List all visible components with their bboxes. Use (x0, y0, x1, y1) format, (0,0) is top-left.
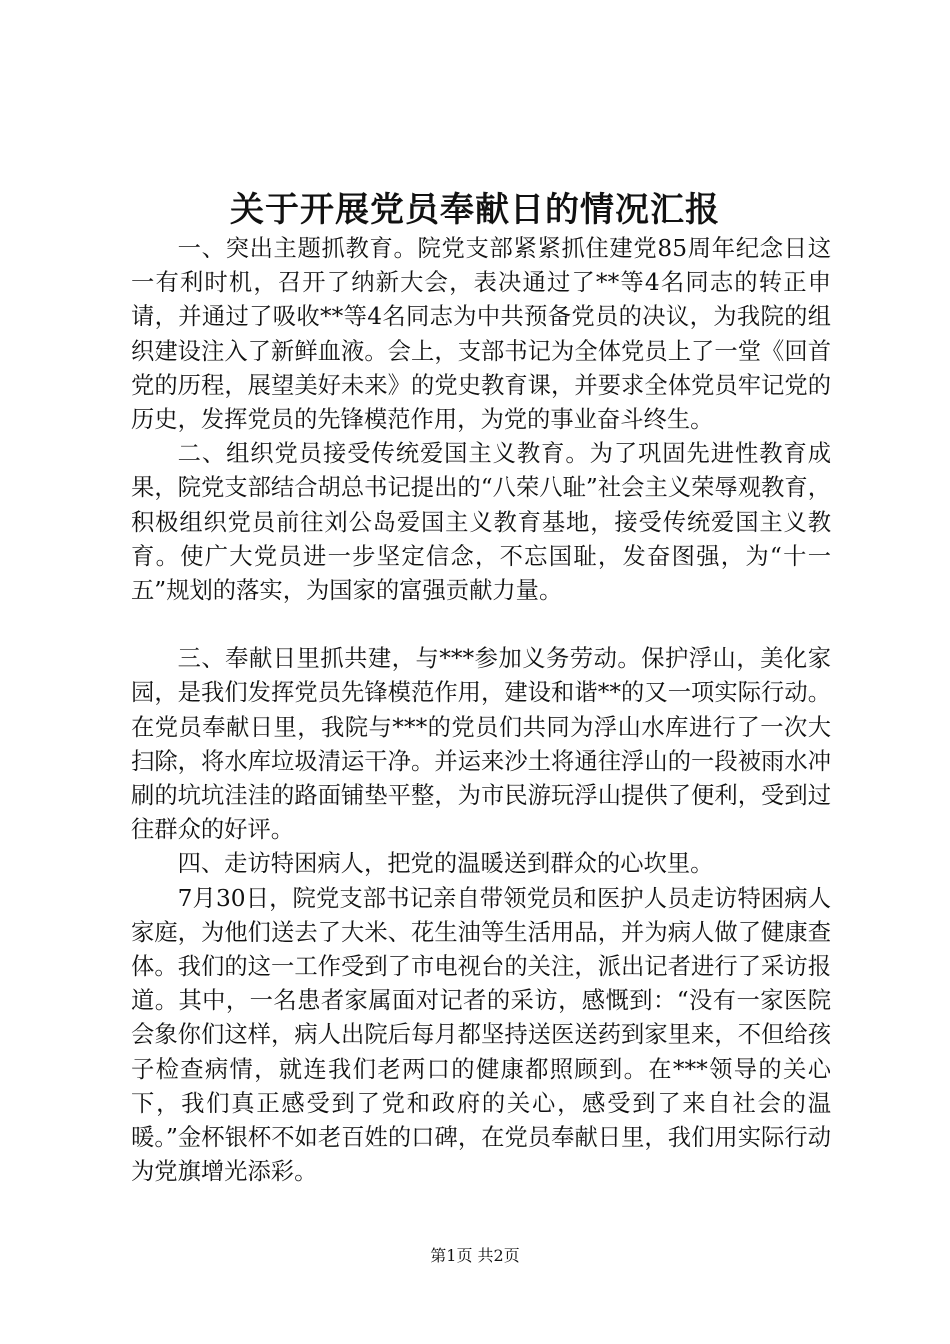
paragraph-2: 二、组织党员接受传统爱国主义教育。为了巩固先进性教育成果，院党支部结合胡总书记提出的“八荣八耻”社会主义荣辱观教育，积极组织党员前往刘公岛爱国主义教育基地，接受传统爱国主义教育。使广大党员进一步坚定信念，不忘国耻，发奋图强，为“十一五”规划的落实，为国家的富强贡献力量。 (131, 440, 831, 605)
page-footer: 第1页 共2页 (430, 1246, 520, 1265)
paragraph-spacer (131, 608, 831, 642)
paragraph-3: 三、奉献日里抓共建，与***参加义务劳动。保护浮山，美化家园，是我们发挥党员先锋模范作用，建设和谐**的又一项实际行动。在党员奉献日里，我院与***的党员们共同为浮山水库进行了一次大扫除，将水库垃圾清运干净。并运来沙土将通往浮山的一段被雨水冲刷的坑坑洼洼的路面铺垫平整，为市民游玩浮山提供了便利，受到过往群众的好评。 (131, 645, 831, 844)
paragraph-1: 一、突出主题抓教育。院党支部紧紧抓住建党85周年纪念日这一有利时机，召开了纳新大会，表决通过了**等4名同志的转正申请，并通过了吸收**等4名同志为中共预备党员的决议，为我院的组织建设注入了新鲜血液。会上，支部书记为全体党员上了一堂《回首党的历程，展望美好未来》的党史教育课，并要求全体党员牢记党的历史，发挥党员的先锋模范作用，为党的事业奋斗终生。 (131, 235, 831, 434)
paragraph-5: 7月30日，院党支部书记亲自带领党员和医护人员走访特困病人家庭，为他们送去了大米、花生油等生活用品，并为病人做了健康查体。我们的这一工作受到了市电视台的关注，派出记者进行了采访报道。其中，一名患者家属面对记者的采访，感慨到：“没有一家医院会象你们这样，病人出院后每月都坚持送医送药到家里来，不但给孩子检查病情，就连我们老两口的健康都照顾到。在***领导的关心下，我们真正感受到了党和政府的关心，感受到了来自社会的温暖。”金杯银杯不如老百姓的口碑，在党员奉献日里，我们用实际行动为党旗增光添彩。 (131, 884, 831, 1186)
paragraph-4: 四、走访特困病人，把党的温暖送到群众的心坎里。 (177, 850, 714, 878)
document-body (131, 232, 831, 1189)
document-title: 关于开展党员奉献日的情况汇报 (230, 190, 720, 230)
